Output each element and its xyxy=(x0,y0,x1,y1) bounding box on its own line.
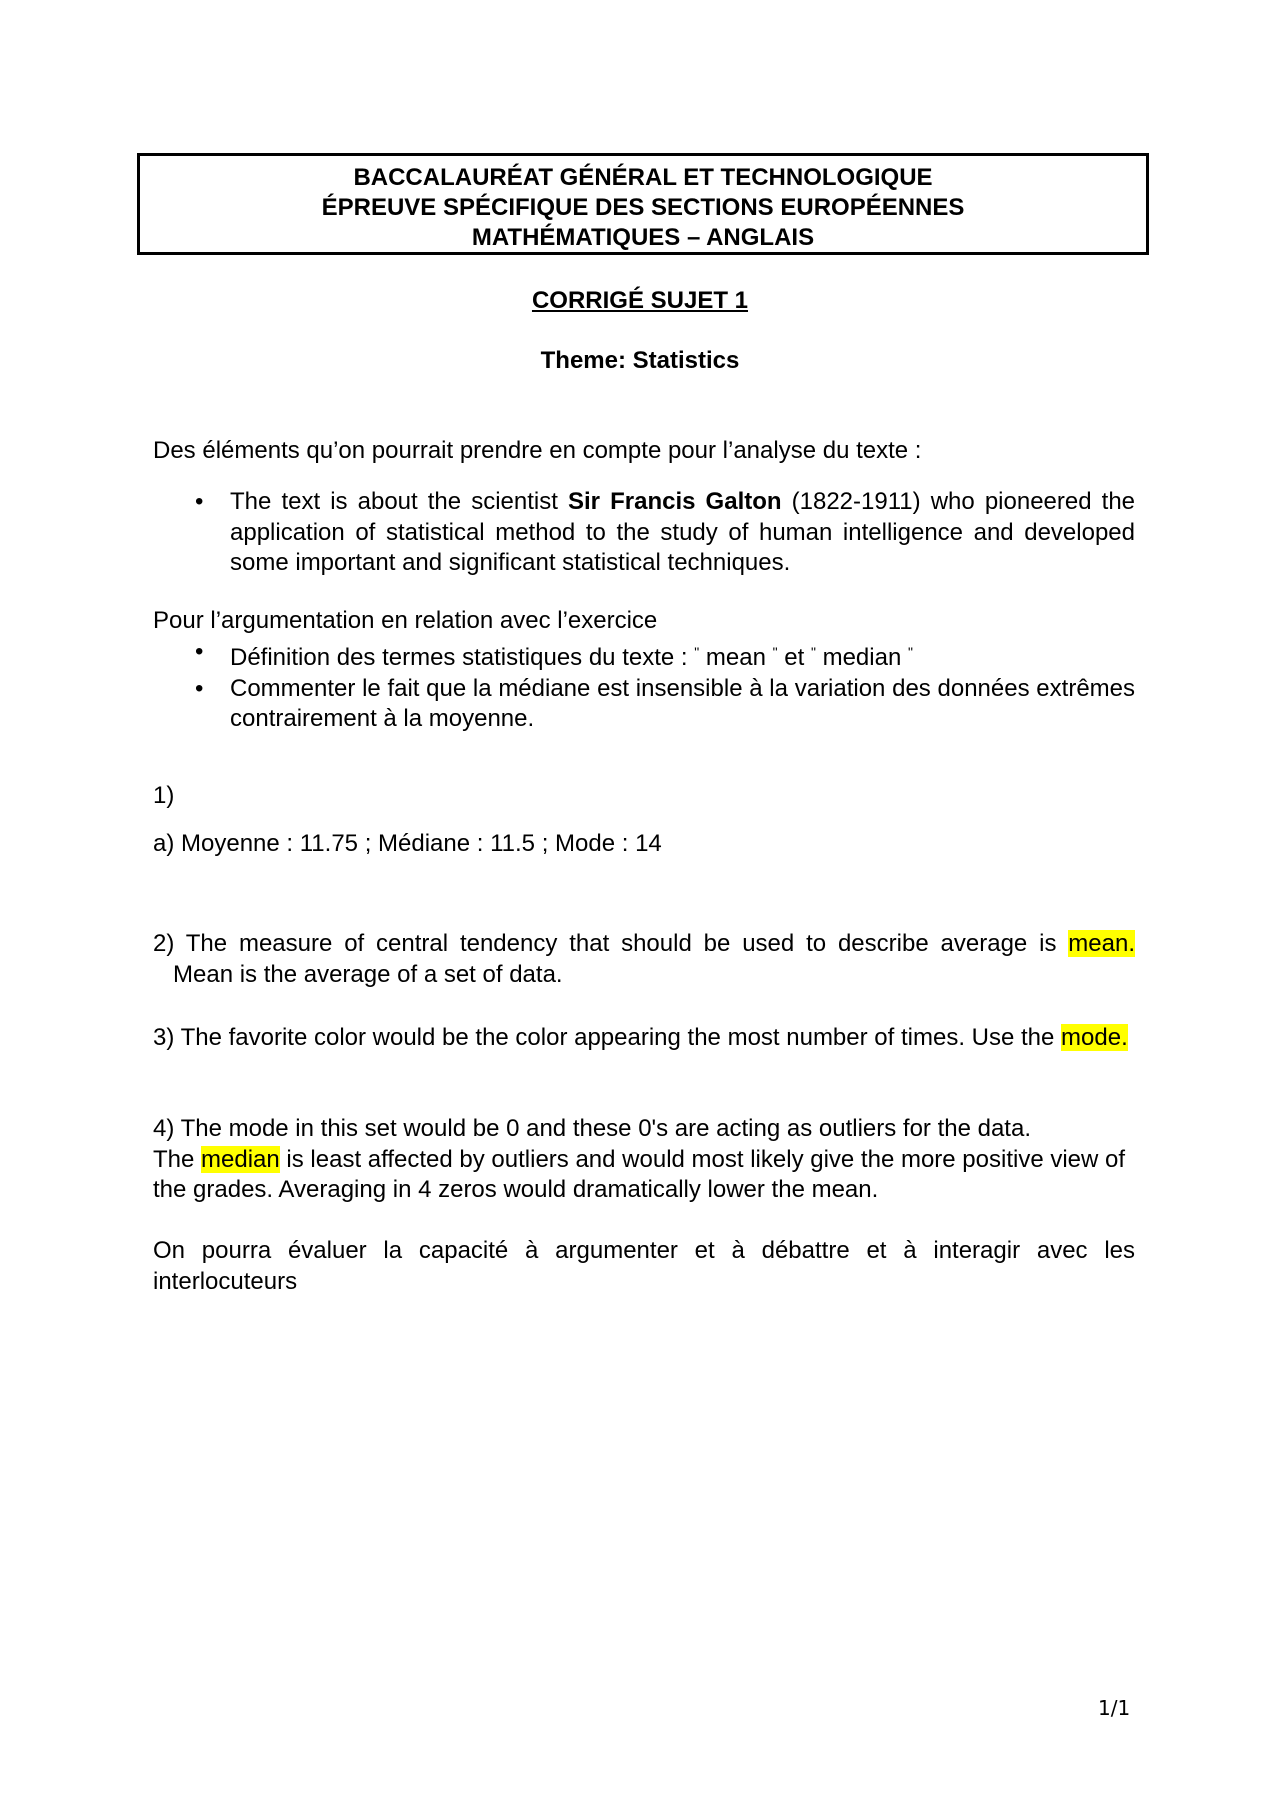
corrige-title-text: CORRIGÉ SUJET 1 xyxy=(531,287,749,314)
q2-text-before: 2) The measure of central tendency that should be used to describe average is xyxy=(153,930,1069,957)
q4-line-1: 4) The mode in this set would be 0 and these 0's are acting as outliers for the data. xyxy=(153,1115,1031,1142)
question-2-answer xyxy=(153,929,1135,990)
header-line-2: ÉPREUVE SPÉCIFIQUE DES SECTIONS EUROPÉENNES xyxy=(321,194,965,221)
corrige-title xyxy=(0,287,1280,315)
argument-heading: Pour l’argumentation en relation avec l’exercice xyxy=(153,607,658,634)
q4-highlight: median xyxy=(201,1145,280,1173)
definitions-prefix: Définition des termes statistiques du texte : xyxy=(230,644,695,671)
analysis-bullets xyxy=(153,487,1135,579)
bullet-dot: • xyxy=(195,638,204,665)
question-1-label: 1) xyxy=(153,782,175,809)
galton-name: Sir Francis Galton xyxy=(568,488,782,515)
conclusion-text: On pourra évaluer la capacité à argumenter et à débattre et à interagir avec les interlocuteurs xyxy=(153,1237,1135,1295)
bullet-dot: • xyxy=(195,488,204,515)
q3-highlight: mode. xyxy=(1061,1024,1128,1051)
q4-text-after: is least affected by outliers and would most likely give the more positive view of the grades. Averaging in 4 zeros would dramatically lower the mean. xyxy=(153,1145,1126,1203)
header-line-1: BACCALAURÉAT GÉNÉRAL ET TECHNOLOGIQUE xyxy=(353,164,933,191)
q3-text-before: 3) The favorite color would be the color appearing the most number of times. Use the xyxy=(153,1024,1062,1051)
quote-mark: " xyxy=(810,644,816,660)
header-line-3: MATHÉMATIQUES – ANGLAIS xyxy=(471,224,815,251)
page-number: 1/1 xyxy=(1098,1696,1131,1720)
q2-highlight: mean. xyxy=(1068,930,1135,957)
q4-text-before: The xyxy=(153,1145,202,1173)
galton-text-before: The text is about the scientist xyxy=(230,488,568,515)
term-median: median xyxy=(815,644,908,671)
question-4-answer xyxy=(153,1114,1135,1206)
comment-text: Commenter le fait que la médiane est insensible à la variation des données extrêmes contrairement à la moyenne. xyxy=(230,674,1135,732)
q4-rest xyxy=(153,1145,1135,1206)
galton-text-after: (1822-1911) who pioneered the application of statistical method to the study of human intelligence and developed some important and significant statistical techniques. xyxy=(230,488,1136,576)
question-3-answer xyxy=(153,1023,1135,1054)
quote-mark: " xyxy=(907,644,913,660)
term-mean: mean xyxy=(699,644,773,671)
question-1a-answer: a) Moyenne : 11.75 ; Médiane : 11.5 ; Mode : 14 xyxy=(153,830,662,857)
argument-bullet-comment xyxy=(153,674,1135,735)
bullet-dot: • xyxy=(195,674,204,702)
analysis-bullet-galton xyxy=(153,487,1135,579)
quote-mark: " xyxy=(772,644,778,660)
quote-mark: " xyxy=(694,644,700,660)
header-box xyxy=(137,153,1149,255)
definitions-mid: et xyxy=(777,644,811,671)
intro-text: Des éléments qu’on pourrait prendre en compte pour l’analyse du texte : xyxy=(153,437,922,464)
argument-bullets xyxy=(153,637,1135,735)
theme-title: Theme: Statistics xyxy=(540,347,740,374)
q2-text-after: Mean is the average of a set of data. xyxy=(153,960,563,988)
argument-bullet-definitions xyxy=(153,637,1135,674)
